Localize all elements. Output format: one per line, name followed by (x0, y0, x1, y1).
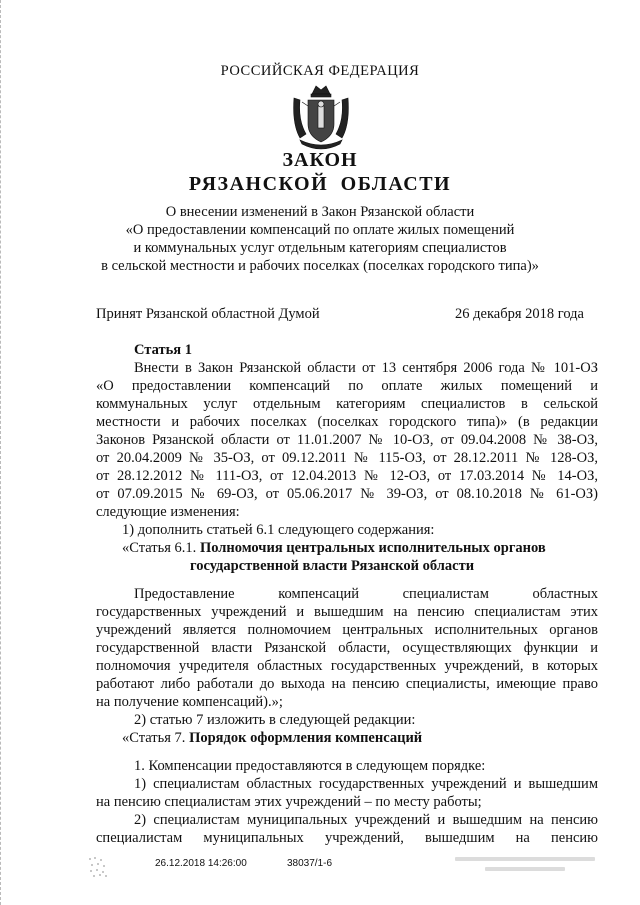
article-7-line: специалистам муниципальных учреждений, вышедшим на пенсию (96, 830, 598, 846)
article-6-1-title: Полномочия центральных исполнительных органов (199, 540, 546, 556)
article-1-line: от 07.09.2015 № 69-ОЗ, от 05.06.2017 № 39-ОЗ, от 08.10.2018 № 61-ОЗ) (96, 486, 598, 502)
article-1-line: «О предоставлении компенсаций по оплате жилых помещений и (96, 378, 598, 394)
footer-doc-code: 38037/1-6 (287, 858, 333, 869)
article-6-1-line: Предоставление компенсаций специалистам областных (134, 586, 598, 602)
article-6-1-line: государственной власти Рязанской области, осуществляющих функции и (96, 640, 598, 656)
article-6-1-line: полномочия учредителя областных государственных учреждений, в которых (96, 658, 598, 674)
article-7-title: Порядок оформления компенсаций (189, 730, 423, 746)
article-7-line: на пенсию специалистам этих учреждений – по месту работы; (96, 794, 482, 810)
coat-of-arms-icon (290, 84, 352, 150)
article-6-1-line: учреждений является полномочием центральных исполнительных органов (96, 622, 598, 638)
article-1-line: Законов Рязанской области от 11.01.2007 № 10-ОЗ, от 09.04.2008 № 38-ОЗ, (96, 432, 598, 448)
article-1-heading: Статья 1 (134, 342, 192, 358)
law-title: ЗАКОН (282, 149, 358, 171)
article-1-line: Внести в Закон Рязанской области от 13 сентября 2006 года № 101-ОЗ (134, 360, 598, 376)
article-6-1-line: государственных учреждений и вышедшим на пенсию специалистам этих (96, 604, 598, 620)
article-1-line: следующие изменения: (96, 504, 240, 520)
article-7-heading (122, 729, 422, 747)
article-6-1-heading (122, 539, 546, 557)
article-7-line: 1) специалистам областных государственных учреждений и вышедшим (134, 776, 598, 792)
footer-timestamp: 26.12.2018 14:26:00 (155, 858, 247, 869)
article-6-1-title-line-2: государственной власти Рязанской области (190, 558, 475, 574)
article-6-1-line: на получение компенсаций).»; (96, 694, 283, 710)
article-1-line: от 28.12.2012 № 111-ОЗ, от 12.04.2013 № 12-ОЗ, от 17.03.2014 № 14-ОЗ, (96, 468, 598, 484)
subtitle-line-2: «О предоставлении компенсаций по оплате жилых помещений (125, 222, 515, 238)
article-7-line: 2) специалистам муниципальных учреждений и вышедшим на пенсию (134, 812, 598, 828)
subtitle-line-3: и коммунальных услуг отдельным категориям специалистов (133, 240, 507, 256)
item-2: 2) статью 7 изложить в следующей редакции: (134, 712, 416, 728)
article-1-line: от 20.04.2009 № 35-ОЗ, от 09.12.2011 № 115-ОЗ, от 28.12.2011 № 128-ОЗ, (96, 450, 598, 466)
scan-margin-line (0, 0, 7, 905)
article-7-paragraph-1: 1. Компенсации предоставляются в следующем порядке: (134, 758, 486, 774)
item-1: 1) дополнить статьей 6.1 следующего содержания: (122, 522, 435, 538)
barcode-mark-icon (88, 856, 110, 878)
faint-stamp-icon (455, 855, 605, 877)
country-header: РОССИЙСКАЯ ФЕДЕРАЦИЯ (220, 63, 420, 79)
article-1-line: местности и рабочих поселках (поселках городского типа)» (в редакции (96, 414, 598, 430)
article-7-prefix: «Статья 7. (122, 730, 186, 746)
article-1-line: коммунальных услуг отдельным категориям специалистов в сельской (96, 396, 598, 412)
article-6-1-line: работают либо работали до выхода на пенсию специалисты, имеющие право (96, 676, 598, 692)
article-6-1-prefix: «Статья 6.1. (122, 540, 197, 556)
subtitle-line-4: в сельской местности и рабочих поселках (поселках городского типа)» (101, 258, 539, 274)
subtitle-line-1: О внесении изменений в Закон Рязанской области (165, 204, 475, 220)
region-title: РЯЗАНСКОЙ ОБЛАСТИ (188, 173, 452, 195)
adoption-date: 26 декабря 2018 года (455, 306, 584, 322)
adopted-by: Принят Рязанской областной Думой (96, 306, 320, 322)
